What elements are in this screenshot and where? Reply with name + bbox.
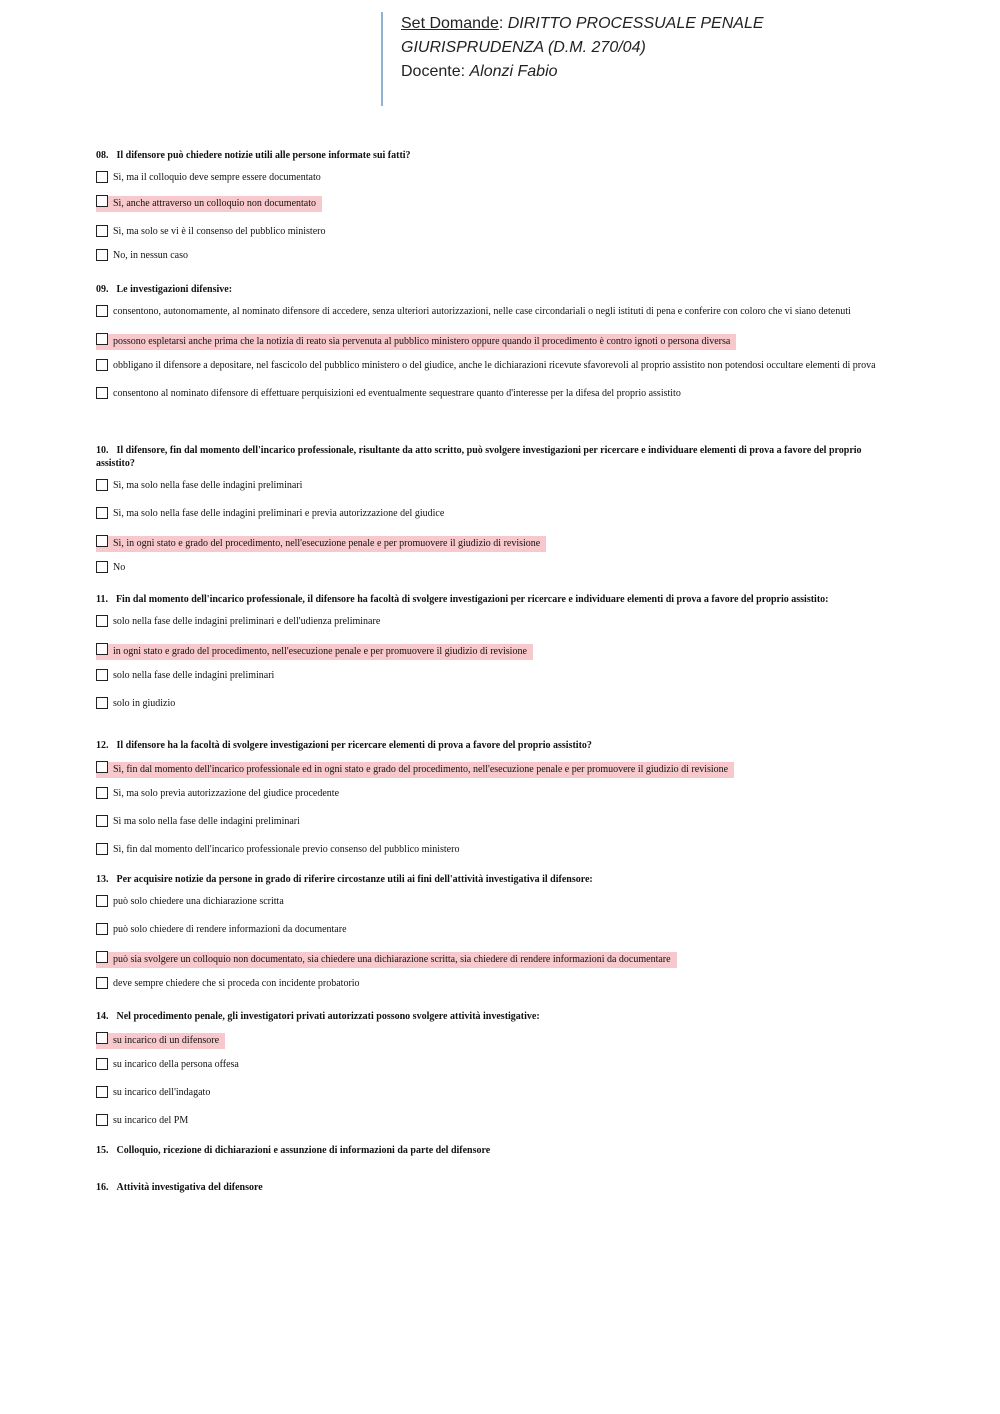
answer-text: solo in giudizio bbox=[113, 698, 176, 709]
answer-text: Sì, in ogni stato e grado del procedimento, nell'esecuzione penale e per promuovere il giudizio di revisione bbox=[96, 536, 546, 552]
question-number: 14. bbox=[96, 1011, 109, 1022]
answer-text: solo nella fase delle indagini preliminari e dell'udienza preliminare bbox=[113, 616, 381, 627]
checkbox[interactable] bbox=[96, 923, 108, 935]
answer-text: Sì, fin dal momento dell'incarico professionale previo consenso del pubblico ministero bbox=[113, 844, 460, 855]
answer-option[interactable] bbox=[96, 788, 896, 802]
checkbox[interactable] bbox=[96, 951, 108, 963]
checkbox[interactable] bbox=[96, 1086, 108, 1098]
question-number: 16. bbox=[96, 1182, 109, 1193]
answer-option[interactable] bbox=[96, 250, 896, 264]
answer-text: può solo chiedere una dichiarazione scritta bbox=[113, 896, 284, 907]
question-title bbox=[96, 739, 896, 752]
answer-text: No bbox=[113, 562, 126, 573]
answer-text: consentono al nominato difensore di effettuare perquisizioni ed eventualmente sequestrare quanto d'interesse per la difesa del proprio assistito bbox=[113, 388, 681, 399]
question-text: Colloquio, ricezione di dichiarazioni e assunzione di informazioni da parte del difensore bbox=[116, 1145, 491, 1156]
answer-option[interactable] bbox=[96, 616, 896, 630]
checkbox[interactable] bbox=[96, 479, 108, 491]
answer-text: Sì, ma il colloquio deve sempre essere documentato bbox=[113, 172, 321, 183]
answer-option[interactable] bbox=[96, 562, 896, 576]
checkbox[interactable] bbox=[96, 359, 108, 371]
answer-option[interactable] bbox=[96, 978, 896, 992]
checkbox[interactable] bbox=[96, 615, 108, 627]
checkbox[interactable] bbox=[96, 815, 108, 827]
answer-option[interactable] bbox=[96, 816, 896, 830]
question-text: Il difensore ha la facoltà di svolgere investigazioni per ricercare elementi di prova a favore del proprio assistito? bbox=[116, 740, 592, 751]
question-title bbox=[96, 1181, 896, 1194]
checkbox[interactable] bbox=[96, 171, 108, 183]
question-09 bbox=[96, 283, 896, 412]
question-text: Il difensore, fin dal momento dell'incarico professionale, risultante da atto scritto, può svolgere investigazioni per ricercare e individuare elementi di prova a favore del proprio assistito? bbox=[96, 445, 862, 469]
checkbox[interactable] bbox=[96, 1032, 108, 1044]
checkbox[interactable] bbox=[96, 387, 108, 399]
answer-option[interactable] bbox=[96, 1087, 896, 1101]
checkbox[interactable] bbox=[96, 669, 108, 681]
checkbox[interactable] bbox=[96, 195, 108, 207]
question-12 bbox=[96, 739, 896, 868]
question-text: Il difensore può chiedere notizie utili alle persone informate sui fatti? bbox=[116, 150, 411, 161]
answer-text: deve sempre chiedere che si proceda con incidente probatorio bbox=[113, 978, 360, 989]
answer-option-correct[interactable] bbox=[96, 1033, 896, 1049]
checkbox[interactable] bbox=[96, 333, 108, 345]
question-number: 13. bbox=[96, 874, 109, 885]
checkbox[interactable] bbox=[96, 787, 108, 799]
answer-text: Sì, fin dal momento dell'incarico professionale ed in ogni stato e grado del procedimento, nell'esecuzione penale e per promuovere il giudizio di revisione bbox=[96, 762, 734, 778]
question-11 bbox=[96, 593, 896, 722]
answer-option[interactable] bbox=[96, 896, 896, 910]
answer-text: su incarico della persona offesa bbox=[113, 1059, 239, 1070]
answer-option-correct[interactable] bbox=[96, 762, 896, 778]
subject-subtitle: GIURISPRUDENZA (D.M. 270/04) bbox=[401, 39, 646, 56]
question-13 bbox=[96, 873, 896, 1002]
question-title bbox=[96, 1010, 896, 1023]
question-10 bbox=[96, 444, 896, 586]
answer-text: può sia svolgere un colloquio non documentato, sia chiedere una dichiarazione scritta, sia chiedere di rendere informazioni da documentare bbox=[96, 952, 677, 968]
answer-option[interactable] bbox=[96, 172, 896, 186]
question-16 bbox=[96, 1181, 896, 1204]
answer-text: Sì, ma solo se vi è il consenso del pubblico ministero bbox=[113, 226, 326, 237]
answer-option[interactable] bbox=[96, 1059, 896, 1073]
answer-text: obbligano il difensore a depositare, nel fascicolo del pubblico ministero o del giudice, anche le dichiarazioni ricevute sfavorevoli al proprio assistito non potendosi occultare elementi di prova bbox=[113, 360, 876, 371]
answer-option-correct[interactable] bbox=[96, 952, 896, 968]
answer-text: No, in nessun caso bbox=[113, 250, 188, 261]
question-title bbox=[96, 873, 896, 886]
checkbox[interactable] bbox=[96, 977, 108, 989]
checkbox[interactable] bbox=[96, 249, 108, 261]
answer-option[interactable] bbox=[96, 226, 896, 240]
answer-option[interactable] bbox=[96, 388, 896, 402]
question-08 bbox=[96, 149, 896, 274]
answer-option-correct[interactable] bbox=[96, 334, 896, 350]
question-text: Le investigazioni difensive: bbox=[116, 284, 233, 295]
answer-option[interactable] bbox=[96, 698, 896, 712]
teacher-name: Alonzi Fabio bbox=[469, 63, 558, 80]
answer-option[interactable] bbox=[96, 844, 896, 858]
answer-text: può solo chiedere di rendere informazioni da documentare bbox=[113, 924, 347, 935]
answer-text: consentono, autonomamente, al nominato difensore di accedere, senza ulteriori autorizzazioni, nelle case circondariali o negli istituti di pena e conferire con coloro che vi siano detenuti bbox=[113, 306, 851, 317]
answer-option[interactable] bbox=[96, 1115, 896, 1129]
question-number: 15. bbox=[96, 1145, 109, 1156]
checkbox[interactable] bbox=[96, 507, 108, 519]
question-14 bbox=[96, 1010, 896, 1139]
question-title bbox=[96, 1144, 896, 1157]
document-header bbox=[381, 12, 941, 106]
question-title bbox=[96, 149, 896, 162]
question-text: Fin dal momento dell'incarico professionale, il difensore ha facoltà di svolgere investigazioni per ricercare e individuare elementi di prova a favore del proprio assistito: bbox=[115, 594, 829, 605]
header-colon: : bbox=[498, 15, 508, 32]
answer-text: su incarico dell'indagato bbox=[113, 1087, 211, 1098]
checkbox[interactable] bbox=[96, 643, 108, 655]
question-title bbox=[96, 444, 896, 470]
question-title bbox=[96, 283, 896, 296]
question-number: 11. bbox=[96, 594, 108, 605]
checkbox[interactable] bbox=[96, 1114, 108, 1126]
answer-option-correct[interactable] bbox=[96, 644, 896, 660]
question-number: 12. bbox=[96, 740, 109, 751]
teacher-label: Docente: bbox=[401, 63, 470, 80]
answer-option[interactable] bbox=[96, 508, 896, 522]
answer-text: Sì ma solo nella fase delle indagini preliminari bbox=[113, 816, 300, 827]
checkbox[interactable] bbox=[96, 225, 108, 237]
checkbox[interactable] bbox=[96, 535, 108, 547]
checkbox[interactable] bbox=[96, 1058, 108, 1070]
checkbox[interactable] bbox=[96, 843, 108, 855]
answer-text: su incarico di un difensore bbox=[96, 1033, 225, 1049]
answer-option[interactable] bbox=[96, 480, 896, 494]
answer-option[interactable] bbox=[96, 924, 896, 938]
answer-text: Sì, ma solo nella fase delle indagini preliminari e previa autorizzazione del giudice bbox=[113, 508, 445, 519]
question-15 bbox=[96, 1144, 896, 1167]
answer-option-correct[interactable] bbox=[96, 196, 896, 212]
question-text: Nel procedimento penale, gli investigatori privati autorizzati possono svolgere attività investigative: bbox=[116, 1011, 540, 1022]
teacher-line bbox=[401, 60, 941, 84]
answer-text: possono espletarsi anche prima che la notizia di reato sia pervenuta al pubblico ministero oppure quando il procedimento è contro ignoti o persona diversa bbox=[96, 334, 736, 350]
checkbox[interactable] bbox=[96, 697, 108, 709]
checkbox[interactable] bbox=[96, 895, 108, 907]
answer-text: su incarico del PM bbox=[113, 1115, 189, 1126]
set-label: Set Domande bbox=[401, 15, 499, 32]
subject-title: DIRITTO PROCESSUALE PENALE bbox=[507, 15, 764, 32]
question-text: Attività investigativa del difensore bbox=[116, 1182, 263, 1193]
checkbox[interactable] bbox=[96, 561, 108, 573]
answer-text: Sì, anche attraverso un colloquio non documentato bbox=[96, 196, 322, 212]
answer-option[interactable] bbox=[96, 306, 896, 320]
answer-option[interactable] bbox=[96, 670, 896, 684]
question-text: Per acquisire notizie da persone in grado di riferire circostanze utili ai fini dell'attività investigativa il difensore: bbox=[116, 874, 593, 885]
question-number: 10. bbox=[96, 445, 109, 456]
answer-option-correct[interactable] bbox=[96, 536, 896, 552]
question-number: 08. bbox=[96, 150, 109, 161]
checkbox[interactable] bbox=[96, 305, 108, 317]
question-title bbox=[96, 593, 896, 606]
answer-text: Sì, ma solo nella fase delle indagini preliminari bbox=[113, 480, 303, 491]
checkbox[interactable] bbox=[96, 761, 108, 773]
answer-text: solo nella fase delle indagini preliminari bbox=[113, 670, 275, 681]
header-subject-line bbox=[401, 12, 941, 36]
question-number: 09. bbox=[96, 284, 109, 295]
answer-option[interactable] bbox=[96, 360, 896, 374]
answer-text: Sì, ma solo previa autorizzazione del giudice procedente bbox=[113, 788, 340, 799]
answer-text: in ogni stato e grado del procedimento, nell'esecuzione penale e per promuovere il giudizio di revisione bbox=[96, 644, 533, 660]
